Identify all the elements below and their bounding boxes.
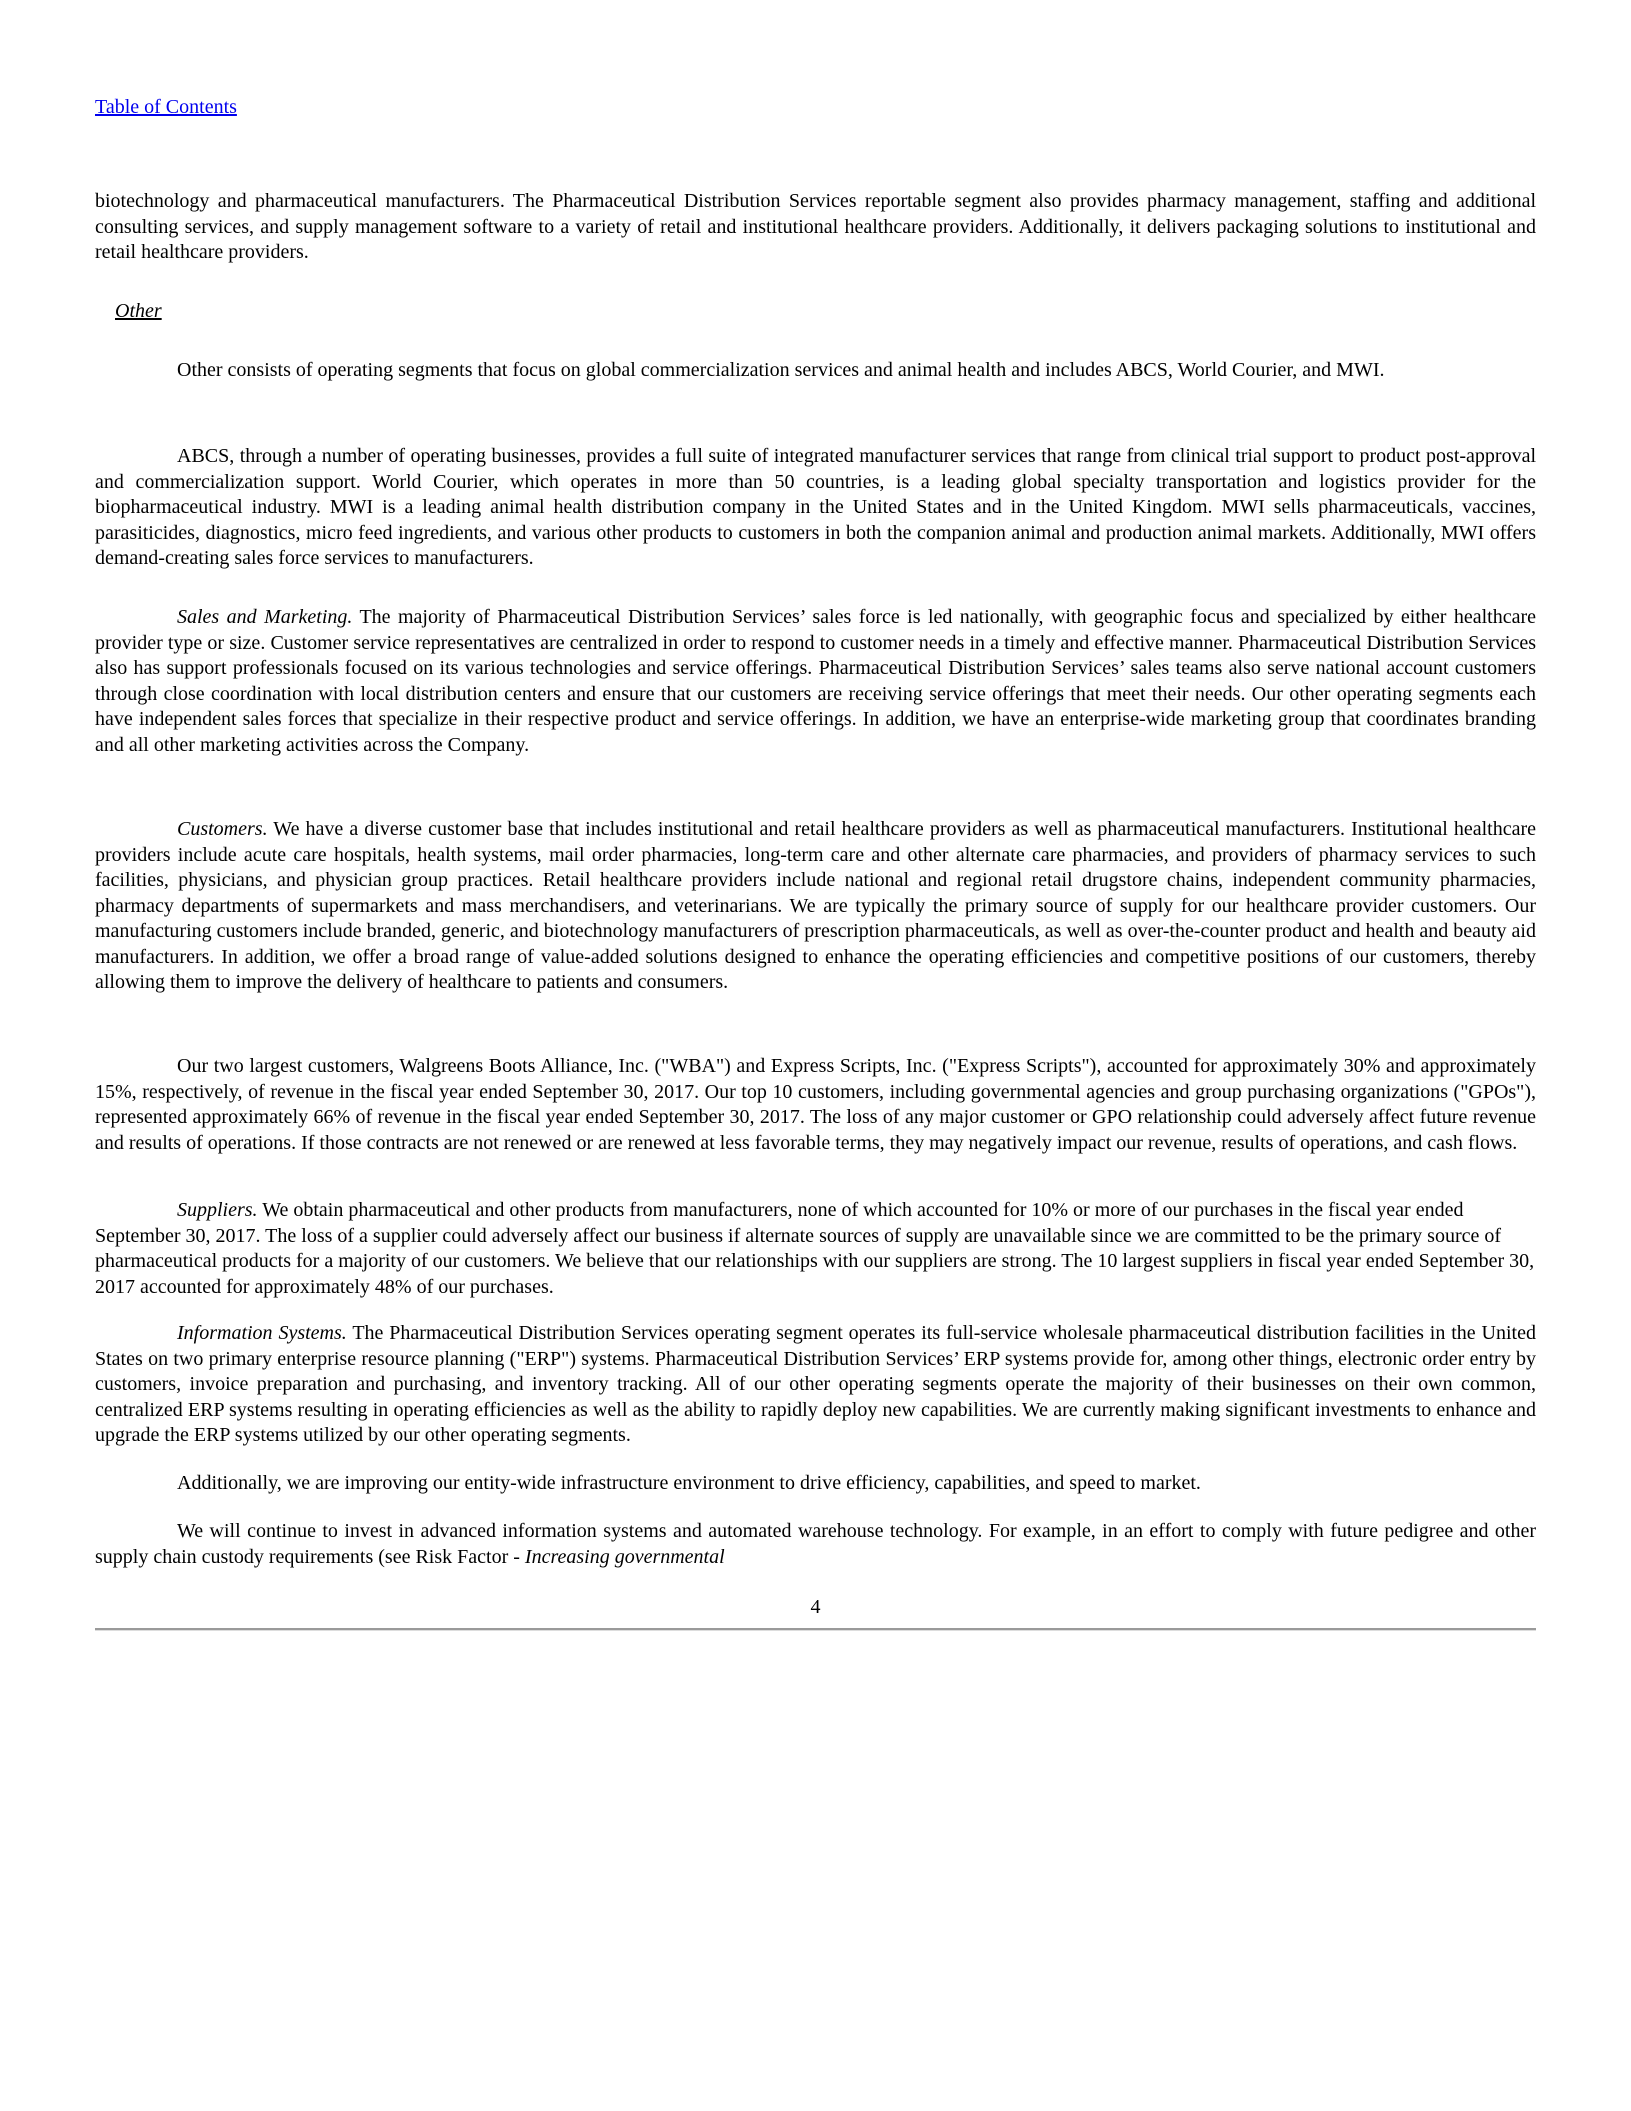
paragraph-abcs: ABCS, through a number of operating businesses, provides a full suite of integrated manufacturer services that range from clinical trial support to product post-approval and commercialization support. World Courier, which operates in more than 50 countries, is a leading global specialty transportation and logistics provider for the biopharmaceutical industry. MWI is a leading animal health distribution company in the United States and in the United Kingdom. MWI sells pharmaceuticals, vaccines, parasiticides, diagnostics, micro feed ingredients, and various other products to customers in both the companion animal and production animal markets. Additionally, MWI offers demand-creating sales force services to manufacturers. [95,445,1536,569]
suppliers-lead: Suppliers. [177,1199,258,1221]
paragraph-other-overview: Other consists of operating segments that focus on global commercialization services and animal health and includes ABCS, World Courier, and MWI. [177,359,1385,381]
paragraph-customers [95,817,1536,996]
paragraph-information-systems [95,1321,1536,1449]
customers-lead: Customers. [177,818,268,840]
paragraph-infrastructure: Additionally, we are improving our entity-wide infrastructure environment to drive efficiency, capabilities, and speed to market. [177,1472,1201,1494]
information-systems-lead: Information Systems. [177,1322,347,1344]
paragraph-advanced-systems [95,1519,1536,1570]
page-divider [95,1628,1536,1631]
advanced-systems-body: We will continue to invest in advanced information systems and automated warehouse technology. For example, in an effort to comply with future pedigree and other supply chain custody requirements (see Risk Factor - [95,1520,1536,1568]
sales-marketing-body: The majority of Pharmaceutical Distribution Services’ sales force is led nationally, with geographic focus and specialized by either healthcare provider type or size. Customer service representatives are centralized in order to respond to customer needs in a timely and effective manner. Pharmaceutical Distribution Services also has support professionals focused on its various technologies and service offerings. Pharmaceutical Distribution Services’ sales teams also serve national account customers through close coordination with local distribution centers and ensure that our customers are receiving service offerings that meet their needs. Our other operating segments each have independent sales forces that specialize in their respective product and service offerings. In addition, we have an enterprise-wide marketing group that coordinates branding and all other marketing activities across the Company. [95,606,1537,756]
customers-body: We have a diverse customer base that includes institutional and retail healthcare providers as well as pharmaceutical manufacturers. Institutional healthcare providers include acute care hospitals, health systems, mail order pharmacies, long-term care and other alternate care pharmacies, and providers of pharmacy services to such facilities, physicians, and physician group practices. Retail healthcare providers include national and regional retail drugstore chains, independent community pharmacies, pharmacy departments of supermarkets and mass merchandisers, and veterinarians. We are typically the primary source of supply for our healthcare provider customers. Our manufacturing customers include branded, generic, and biotechnology manufacturers of prescription pharmaceuticals, as well as over-the-counter product and health and beauty aid manufacturers. In addition, we offer a broad range of value-added solutions designed to enhance the operating efficiencies and competitive positions of our customers, thereby allowing them to improve the delivery of healthcare to patients and consumers. [95,818,1536,993]
sales-marketing-lead: Sales and Marketing. [177,606,353,628]
page-number: 4 [810,1596,821,1618]
risk-factor-reference: Increasing governmental [524,1545,725,1568]
paragraph-sales-marketing [95,605,1536,758]
paragraph-suppliers [95,1198,1536,1300]
information-systems-body: The Pharmaceutical Distribution Services operating segment operates its full-service wholesale pharmaceutical distribution facilities in the United States on two primary enterprise resource planning ("ERP") systems. Pharmaceutical Distribution Services’ ERP systems provide for, among other things, electronic order entry by customers, invoice preparation and purchasing, and inventory tracking. All of our other operating segments operate the majority of their businesses on their own common, centralized ERP systems resulting in operating efficiencies as well as the ability to rapidly deploy new capabilities. We are currently making significant investments to enhance and upgrade the ERP systems utilized by our other operating segments. [95,1322,1536,1446]
paragraph-segment-description: biotechnology and pharmaceutical manufacturers. The Pharmaceutical Distribution Services reportable segment also provides pharmacy management, staffing and additional consulting services, and supply management software to a variety of retail and institutional healthcare providers. Additionally, it delivers packaging solutions to institutional and retail healthcare providers. [95,190,1536,263]
table-of-contents-link[interactable]: Table of Contents [95,96,237,118]
suppliers-body: We obtain pharmaceutical and other products from manufacturers, none of which accounted for 10% or more of our purchases in the fiscal year ended September 30, 2017. The loss of a supplier could adversely affect our business if alternate sources of supply are unavailable since we are committed to be the primary source of pharmaceutical products for a majority of our customers. We believe that our relationships with our suppliers are strong. The 10 largest suppliers in fiscal year ended September 30, 2017 accounted for approximately 48% of our purchases. [95,1199,1535,1298]
section-heading-other: Other [115,300,162,322]
paragraph-largest-customers: Our two largest customers, Walgreens Boots Alliance, Inc. ("WBA") and Express Scripts, Inc. ("Express Scripts"), accounted for approximately 30% and approximately 15%, respectively, of revenue in the fiscal year ended September 30, 2017. Our top 10 customers, including governmental agencies and group purchasing organizations ("GPOs"), represented approximately 66% of revenue in the fiscal year ended September 30, 2017. The loss of any major customer or GPO relationship could adversely affect future revenue and results of operations. If those contracts are not renewed or are renewed at less favorable terms, they may negatively impact our revenue, results of operations, and cash flows. [95,1055,1536,1154]
